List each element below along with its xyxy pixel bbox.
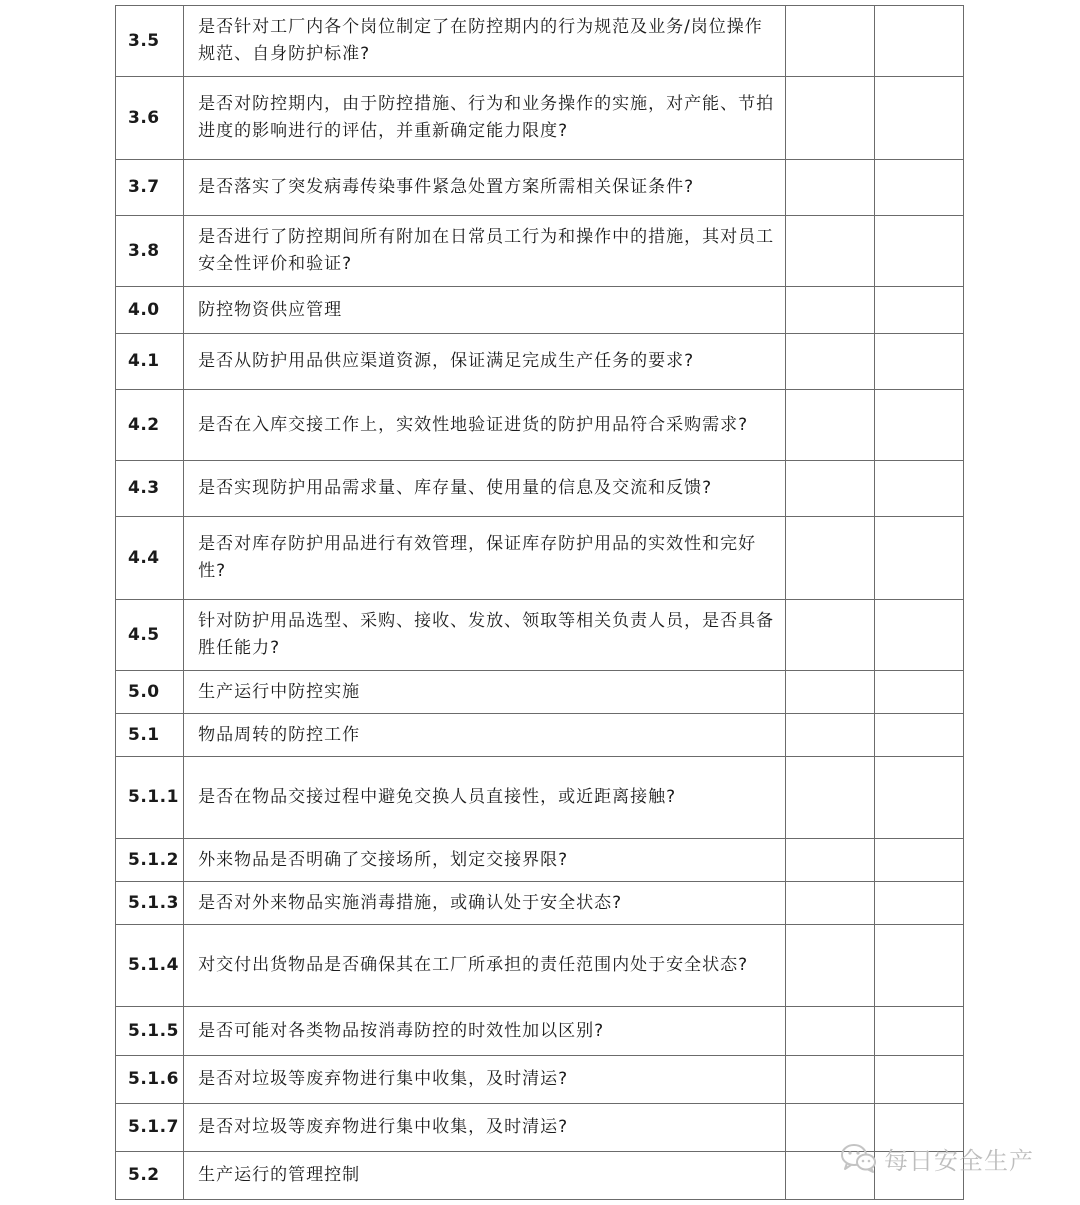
- remark-cell: [874, 925, 963, 1007]
- item-text: 是否实现防护用品需求量、库存量、使用量的信息及交流和反馈?: [184, 461, 786, 517]
- remark-cell: [874, 334, 963, 390]
- item-number: 4.1: [116, 334, 184, 390]
- table-row: [116, 757, 964, 839]
- table-row: [116, 6, 964, 77]
- item-number: 3.5: [116, 6, 184, 77]
- table-row: [116, 882, 964, 925]
- table-row: [116, 671, 964, 714]
- item-text: 针对防护用品选型、采购、接收、发放、领取等相关负责人员，是否具备胜任能力?: [184, 600, 786, 671]
- table-row: [116, 390, 964, 461]
- remark-cell: [874, 714, 963, 757]
- remark-cell: [874, 77, 963, 160]
- table-row: [116, 216, 964, 287]
- remark-cell: [874, 839, 963, 882]
- item-number: 5.1.3: [116, 882, 184, 925]
- check-cell: [785, 334, 874, 390]
- item-text: 生产运行的管理控制: [184, 1152, 786, 1200]
- item-text: 是否对库存防护用品进行有效管理，保证库存防护用品的实效性和完好性?: [184, 517, 786, 600]
- check-cell: [785, 6, 874, 77]
- item-number: 3.6: [116, 77, 184, 160]
- remark-cell: [874, 216, 963, 287]
- item-text: 外来物品是否明确了交接场所，划定交接界限?: [184, 839, 786, 882]
- remark-cell: [874, 287, 963, 334]
- table-row: [116, 1056, 964, 1104]
- item-number: 5.1.7: [116, 1104, 184, 1152]
- item-number: 5.1.2: [116, 839, 184, 882]
- item-text: 防控物资供应管理: [184, 287, 786, 334]
- check-cell: [785, 1056, 874, 1104]
- remark-cell: [874, 671, 963, 714]
- item-text: 对交付出货物品是否确保其在工厂所承担的责任范围内处于安全状态?: [184, 925, 786, 1007]
- item-text: 是否在入库交接工作上，实效性地验证进货的防护用品符合采购需求?: [184, 390, 786, 461]
- item-text: 是否对外来物品实施消毒措施，或确认处于安全状态?: [184, 882, 786, 925]
- check-cell: [785, 671, 874, 714]
- check-cell: [785, 287, 874, 334]
- check-cell: [785, 216, 874, 287]
- item-text: 是否在物品交接过程中避免交换人员直接性，或近距离接触?: [184, 757, 786, 839]
- remark-cell: [874, 6, 963, 77]
- table-row: [116, 77, 964, 160]
- item-number: 4.4: [116, 517, 184, 600]
- table-row: [116, 1104, 964, 1152]
- item-text: 是否落实了突发病毒传染事件紧急处置方案所需相关保证条件?: [184, 160, 786, 216]
- item-number: 4.2: [116, 390, 184, 461]
- remark-cell: [874, 461, 963, 517]
- item-text: 是否对垃圾等废弃物进行集中收集，及时清运?: [184, 1056, 786, 1104]
- check-cell: [785, 461, 874, 517]
- check-cell: [785, 882, 874, 925]
- remark-cell: [874, 390, 963, 461]
- item-number: 3.7: [116, 160, 184, 216]
- table-row: [116, 287, 964, 334]
- table-row: [116, 925, 964, 1007]
- inspection-checklist-table: [115, 5, 964, 1200]
- remark-cell: [874, 1104, 963, 1152]
- item-number: 3.8: [116, 216, 184, 287]
- remark-cell: [874, 882, 963, 925]
- check-cell: [785, 390, 874, 461]
- item-text: 是否从防护用品供应渠道资源，保证满足完成生产任务的要求?: [184, 334, 786, 390]
- check-cell: [785, 925, 874, 1007]
- check-cell: [785, 1007, 874, 1056]
- remark-cell: [874, 1152, 963, 1200]
- item-text: 是否对垃圾等废弃物进行集中收集，及时清运?: [184, 1104, 786, 1152]
- table-row: [116, 1007, 964, 1056]
- item-number: 4.5: [116, 600, 184, 671]
- item-text: 是否进行了防控期间所有附加在日常员工行为和操作中的措施，其对员工安全性评价和验证?: [184, 216, 786, 287]
- check-cell: [785, 757, 874, 839]
- check-cell: [785, 839, 874, 882]
- remark-cell: [874, 1056, 963, 1104]
- item-text: 生产运行中防控实施: [184, 671, 786, 714]
- check-cell: [785, 1104, 874, 1152]
- check-cell: [785, 714, 874, 757]
- table-row: [116, 334, 964, 390]
- item-number: 5.1.5: [116, 1007, 184, 1056]
- remark-cell: [874, 160, 963, 216]
- check-cell: [785, 160, 874, 216]
- item-number: 5.1: [116, 714, 184, 757]
- item-number: 5.0: [116, 671, 184, 714]
- check-cell: [785, 600, 874, 671]
- check-cell: [785, 77, 874, 160]
- item-number: 5.2: [116, 1152, 184, 1200]
- table-row: [116, 714, 964, 757]
- item-text: 是否针对工厂内各个岗位制定了在防控期内的行为规范及业务/岗位操作规范、自身防护标准?: [184, 6, 786, 77]
- table-row: [116, 461, 964, 517]
- table-row: [116, 600, 964, 671]
- table-row: [116, 517, 964, 600]
- item-text: 是否可能对各类物品按消毒防控的时效性加以区别?: [184, 1007, 786, 1056]
- watermark-text: 每日安全生产: [884, 1146, 1034, 1175]
- item-number: 5.1.4: [116, 925, 184, 1007]
- table-row: [116, 1152, 964, 1200]
- check-cell: [785, 1152, 874, 1200]
- remark-cell: [874, 757, 963, 839]
- item-number: 5.1.1: [116, 757, 184, 839]
- item-text: 是否对防控期内，由于防控措施、行为和业务操作的实施，对产能、节拍进度的影响进行的评估，并重新确定能力限度?: [184, 77, 786, 160]
- item-number: 4.3: [116, 461, 184, 517]
- check-cell: [785, 517, 874, 600]
- remark-cell: [874, 600, 963, 671]
- remark-cell: [874, 1007, 963, 1056]
- table-row: [116, 160, 964, 216]
- item-text: 物品周转的防控工作: [184, 714, 786, 757]
- remark-cell: [874, 517, 963, 600]
- item-number: 5.1.6: [116, 1056, 184, 1104]
- item-number: 4.0: [116, 287, 184, 334]
- table-row: [116, 839, 964, 882]
